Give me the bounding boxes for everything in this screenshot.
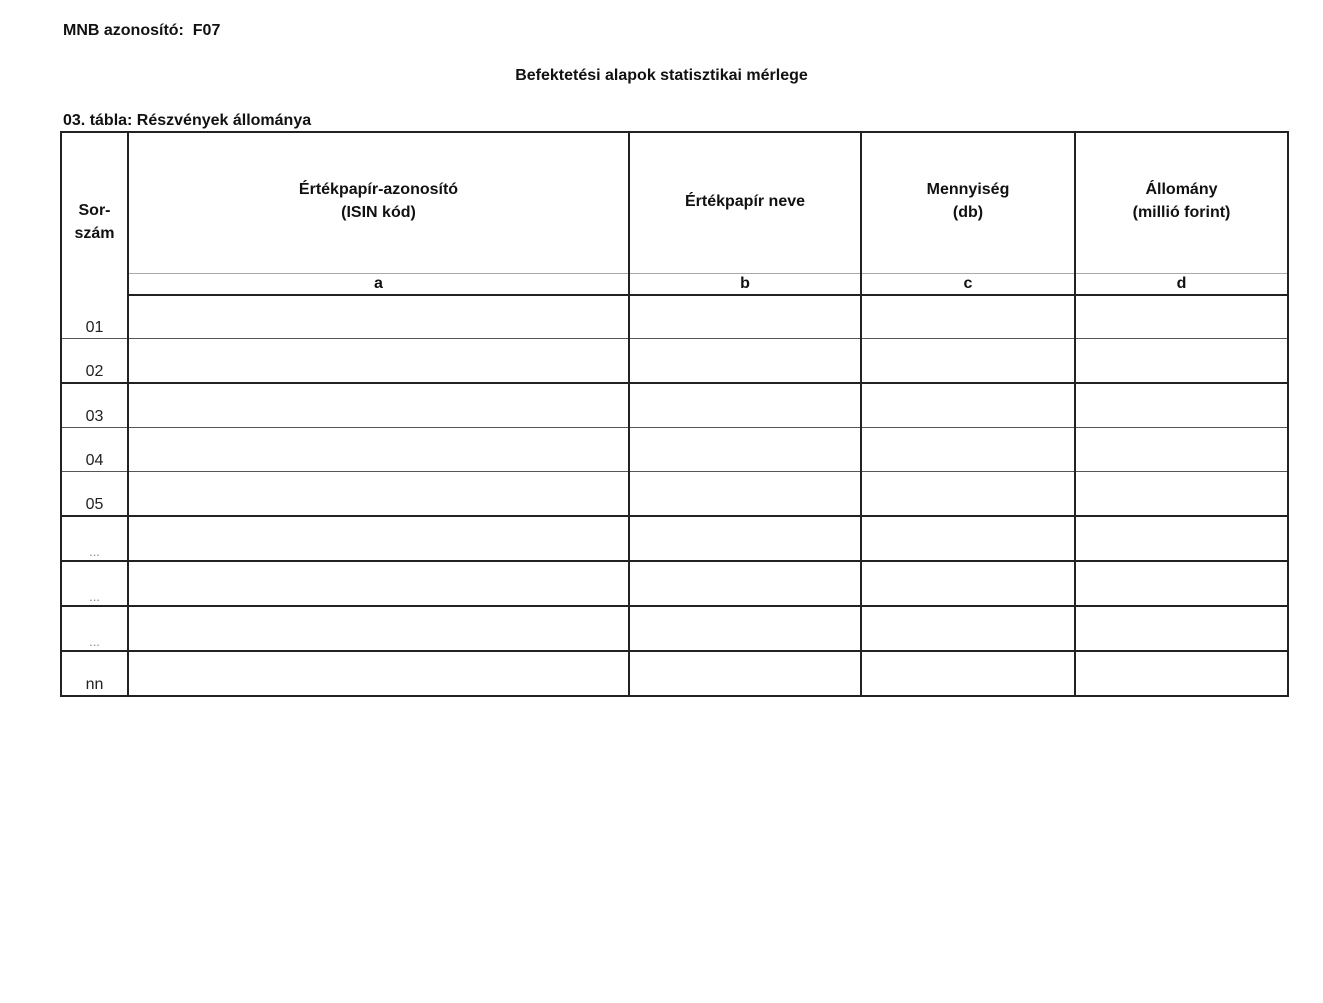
header-quantity-line2: (db)	[952, 204, 984, 221]
cell-quantity[interactable]	[861, 339, 1075, 384]
header-serial-line1: Sor-	[78, 202, 111, 219]
table-row	[61, 651, 1288, 696]
row-number: ...	[61, 516, 128, 561]
cell-security-name[interactable]	[629, 339, 861, 384]
cell-quantity[interactable]	[861, 516, 1075, 561]
document-title: Befektetési alapok statisztikai mérlege	[515, 67, 808, 84]
header-security-id	[128, 132, 629, 274]
cell-quantity[interactable]	[861, 606, 1075, 651]
table-row	[61, 606, 1288, 651]
cell-quantity[interactable]	[861, 295, 1075, 339]
cell-stock[interactable]	[1075, 472, 1288, 517]
header-security-name	[629, 132, 861, 274]
column-letter-c: c	[861, 274, 1075, 296]
header-stock-line1: Állomány	[1145, 181, 1218, 198]
table-title: 03. tábla: Részvények állománya	[63, 112, 312, 129]
table-row	[61, 383, 1288, 428]
column-letter-a: a	[128, 274, 629, 296]
cell-quantity[interactable]	[861, 651, 1075, 696]
table-row	[61, 339, 1288, 384]
cell-stock[interactable]	[1075, 383, 1288, 428]
table-row	[61, 295, 1288, 339]
row-number: 04	[61, 428, 128, 472]
cell-security-name[interactable]	[629, 561, 861, 606]
mnb-identifier: MNB azonosító: F07	[63, 22, 221, 39]
column-letter-b: b	[629, 274, 861, 296]
cell-security-name[interactable]	[629, 651, 861, 696]
cell-quantity[interactable]	[861, 428, 1075, 472]
header-security-id-line1: Értékpapír-azonosító	[298, 181, 459, 198]
row-number: 03	[61, 383, 128, 428]
header-serial-line2: szám	[74, 225, 115, 242]
column-letter-row	[61, 274, 1288, 296]
table-row	[61, 472, 1288, 517]
column-letter-d: d	[1075, 274, 1288, 296]
cell-security-name[interactable]	[629, 383, 861, 428]
cell-security-name[interactable]	[629, 295, 861, 339]
header-security-id-line2: (ISIN kód)	[341, 204, 416, 221]
table-row	[61, 561, 1288, 606]
header-quantity-line1: Mennyiség	[926, 181, 1010, 198]
cell-security-id[interactable]	[128, 428, 629, 472]
table-row	[61, 428, 1288, 472]
cell-security-id[interactable]	[128, 651, 629, 696]
cell-security-id[interactable]	[128, 383, 629, 428]
cell-security-id[interactable]	[128, 339, 629, 384]
row-number: 01	[61, 295, 128, 339]
header-quantity	[861, 132, 1075, 274]
header-serial-number	[61, 132, 128, 295]
cell-stock[interactable]	[1075, 516, 1288, 561]
cell-security-id[interactable]	[128, 472, 629, 517]
cell-security-name[interactable]	[629, 606, 861, 651]
cell-security-id[interactable]	[128, 561, 629, 606]
cell-stock[interactable]	[1075, 428, 1288, 472]
row-number: 02	[61, 339, 128, 384]
cell-security-id[interactable]	[128, 606, 629, 651]
header-stock-line2: (millió forint)	[1132, 204, 1231, 221]
table-header-row	[61, 132, 1288, 274]
cell-stock[interactable]	[1075, 606, 1288, 651]
cell-quantity[interactable]	[861, 472, 1075, 517]
cell-stock[interactable]	[1075, 295, 1288, 339]
cell-security-id[interactable]	[128, 516, 629, 561]
row-number: ...	[61, 561, 128, 606]
cell-quantity[interactable]	[861, 561, 1075, 606]
cell-stock[interactable]	[1075, 339, 1288, 384]
cell-security-id[interactable]	[128, 295, 629, 339]
cell-quantity[interactable]	[861, 383, 1075, 428]
cell-security-name[interactable]	[629, 472, 861, 517]
table-row	[61, 516, 1288, 561]
shares-table	[60, 131, 1289, 697]
cell-stock[interactable]	[1075, 561, 1288, 606]
header-stock	[1075, 132, 1288, 274]
row-number: ...	[61, 606, 128, 651]
cell-stock[interactable]	[1075, 651, 1288, 696]
cell-security-name[interactable]	[629, 516, 861, 561]
row-number: nn	[61, 651, 128, 696]
header-security-name-line1: Értékpapír neve	[684, 192, 806, 210]
cell-security-name[interactable]	[629, 428, 861, 472]
row-number: 05	[61, 472, 128, 517]
